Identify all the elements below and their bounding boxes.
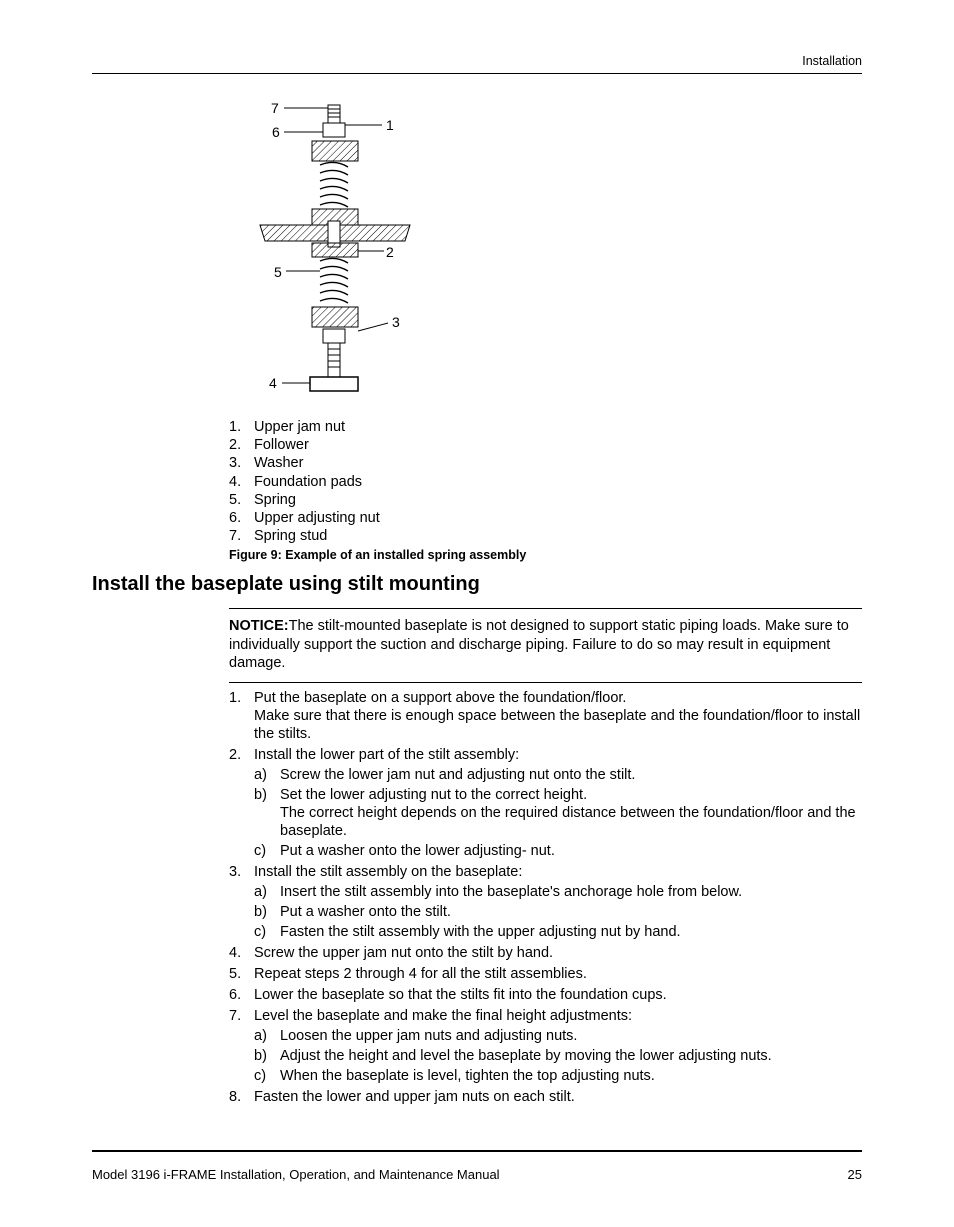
foundation-pad: [310, 377, 358, 391]
upper-cup: [312, 141, 358, 161]
spring-assembly-figure: [250, 95, 420, 400]
step-1: 1. Put the baseplate on a support above the foundation/floor. Make sure that there is enough space between the baseplate and the foundation/floor to install the stilts.: [229, 690, 861, 742]
stud-threads-bottom: [328, 343, 340, 377]
follower: [312, 243, 358, 257]
header-rule: [92, 73, 862, 74]
notice-box: [229, 608, 862, 683]
stud-threads-top: [328, 105, 340, 123]
callout-1: 1: [386, 117, 394, 133]
figure-caption: Figure 9: Example of an installed spring assembly: [229, 548, 527, 562]
callout-6: 6: [272, 124, 280, 140]
lower-spring: [320, 258, 348, 303]
running-header: Installation: [802, 54, 862, 68]
legend-item: 7. Spring stud: [229, 528, 328, 545]
step-4: 4. Screw the upper jam nut onto the stilt by hand.: [229, 945, 554, 961]
substep: a) Loosen the upper jam nuts and adjusting nuts.: [254, 1028, 578, 1044]
figure-legend: [229, 418, 380, 545]
legend-item: 2. Follower: [229, 437, 309, 454]
callout-4: 4: [269, 375, 277, 391]
legend-item: 4. Foundation pads: [229, 473, 363, 490]
callout-2: 2: [386, 244, 394, 260]
section-title: Install the baseplate using stilt mounting: [92, 573, 480, 595]
step-7: 7. Level the baseplate and make the final height adjustments: a) Loosen the upper jam nuts and adjusting nuts. b) Adjust the height and level the baseplate by moving the lower adjusting nuts. c) When the baseplate is level, tighten the top adjusting nuts.: [229, 1007, 862, 1085]
substep: a) Screw the lower jam nut and adjusting nut onto the stilt.: [254, 767, 636, 783]
upper-jam-nut: [323, 123, 345, 137]
step-8: 8. Fasten the lower and upper jam nuts on each stilt.: [229, 1089, 575, 1105]
notice-label: NOTICE:: [229, 618, 289, 634]
lower-nut: [323, 329, 345, 343]
legend-item: 1. Upper jam nut: [229, 419, 346, 435]
manual-title: Model 3196 i-FRAME Installation, Operation, and Maintenance Manual: [92, 1167, 500, 1182]
substep: c) Put a washer onto the lower adjusting- nut.: [254, 843, 555, 859]
substep: b) Put a washer onto the stilt.: [254, 904, 451, 920]
procedure-steps: [229, 689, 862, 1109]
step-2: 2. Install the lower part of the stilt assembly: a) Screw the lower jam nut and adjusting nut onto the stilt. b) Set the lower adjusting nut to the correct height. The correct height depends on the required distance between the foundation/floor and the baseplate. c) Put a washer onto the lower adjusting- nut.: [229, 746, 862, 860]
callout-5: 5: [274, 264, 282, 280]
legend-item: 5. Spring: [229, 491, 296, 508]
washer-cup: [312, 307, 358, 327]
footer-rule: [92, 1150, 862, 1152]
step-6: 6. Lower the baseplate so that the stilts fit into the foundation cups.: [229, 987, 667, 1003]
substep: c) When the baseplate is level, tighten the top adjusting nuts.: [254, 1068, 655, 1084]
callout-7: 7: [271, 100, 279, 116]
notice-text: The stilt-mounted baseplate is not designed to support static piping loads. Make sure to individually support the suction and discharge piping. Failure to do so may result in equipment damage.: [229, 618, 849, 671]
substep: b) Set the lower adjusting nut to the correct height. The correct height depends on the required distance between the foundation/floor and the baseplate.: [254, 787, 856, 839]
legend-item: 3. Washer: [229, 455, 304, 472]
step-5: 5. Repeat steps 2 through 4 for all the stilt assemblies.: [229, 966, 587, 982]
legend-item: 6. Upper adjusting nut: [229, 510, 380, 527]
callout-3: 3: [392, 314, 400, 330]
upper-spring: [320, 162, 348, 207]
step-3: 3. Install the stilt assembly on the baseplate: a) Insert the stilt assembly into the baseplate's anchorage hole from below. b) Put a washer onto the stilt. c) Fasten the stilt assembly with the upper adjusting nut by hand.: [229, 863, 862, 941]
page-number: 25: [847, 1167, 862, 1182]
substep: c) Fasten the stilt assembly with the upper adjusting nut by hand.: [254, 924, 681, 940]
substep: a) Insert the stilt assembly into the baseplate's anchorage hole from below.: [254, 884, 743, 900]
leader-3: [358, 323, 388, 331]
substep: b) Adjust the height and level the baseplate by moving the lower adjusting nuts.: [254, 1048, 772, 1064]
